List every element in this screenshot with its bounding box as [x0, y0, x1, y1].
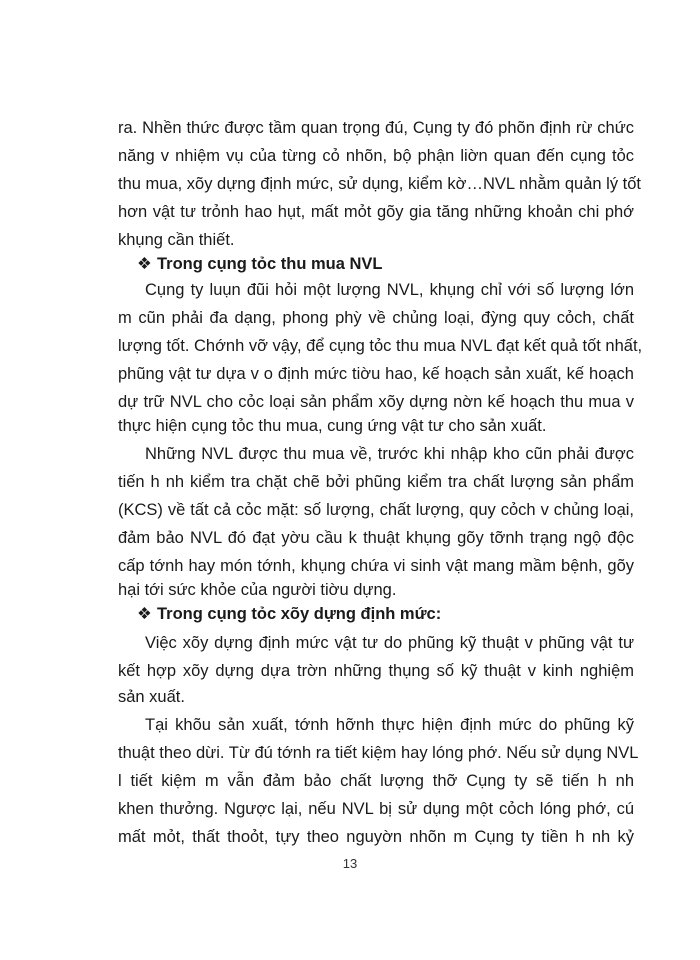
heading-text: Trong cụng tỏc xõy dựng định mức: [157, 605, 442, 623]
text-line: năng v nhiệm vụ của từng cỏ nhõn, bộ phận liờn quan đến cụng tỏc [118, 147, 634, 165]
text-line: Cụng ty luụn đũi hỏi một lượng NVL, khụng chỉ với số lượng lớn [145, 281, 634, 299]
text-line: Việc xõy dựng định mức vật tư do phũng kỹ thuật v phũng vật tư [145, 634, 634, 652]
text-line: Tại khõu sản xuất, tớnh hỡnh thực hiện định mức do phũng kỹ [145, 716, 634, 734]
text-line: lượng tốt. Chớnh vỡ vậy, để cụng tỏc thu mua NVL đạt kết quả tốt nhất, [118, 337, 643, 355]
text-line: kết hợp xõy dựng dựa trờn những thụng số kỹ thuật v kinh nghiệm [118, 662, 634, 680]
text-line: dự trữ NVL cho cỏc loại sản phẩm xõy dựng nờn kế hoạch thu mua v [118, 393, 634, 411]
page-number: 13 [342, 856, 358, 871]
text-line: hại tới sức khỏe của người tiờu dựng. [118, 581, 397, 599]
text-line: hơn vật tư trỏnh hao hụt, mất mỏt gõy gia tăng những khoản chi phớ [118, 203, 634, 221]
diamond-bullet-icon: ❖ [137, 605, 152, 623]
text-line: khụng cần thiết. [118, 231, 235, 249]
text-line: phũng vật tư dựa v o định mức tiờu hao, kế hoạch sản xuất, kế hoạch [118, 365, 634, 383]
text-line: l tiết kiệm m vẫn đảm bảo chất lượng thỡ Cụng ty sẽ tiến h nh [118, 772, 634, 790]
text-line: m cũn phải đa dạng, phong phỳ về chủng loại, đỳng quy cỏch, chất [118, 309, 634, 327]
text-line: tiến h nh kiểm tra chặt chẽ bởi phũng kiểm tra chất lượng sản phẩm [118, 473, 634, 491]
text-line: khen thưởng. Ngược lại, nếu NVL bị sử dụng một cỏch lóng phớ, cú [118, 800, 634, 818]
text-line: thu mua, xõy dựng định mức, sử dụng, kiểm kờ…NVL nhằm quản lý tốt [118, 175, 642, 193]
text-line: thực hiện cụng tỏc thu mua, cung ứng vật tư cho sản xuất. [118, 417, 547, 435]
heading-text: Trong cụng tỏc thu mua NVL [157, 255, 383, 273]
text-line: thuật theo dừi. Từ đú tớnh ra tiết kiệm hay lóng phớ. Nếu sử dụng NVL [118, 744, 639, 762]
text-line: cấp tớnh hay món tớnh, khụng chứa vi sinh vật mang mầm bệnh, gõy [118, 557, 634, 575]
text-line: mất mỏt, thất thoỏt, tựy theo nguyờn nhõn m Cụng ty tiền h nh kỷ [118, 828, 634, 846]
text-line: (KCS) về tất cả cỏc mặt: số lượng, chất lượng, quy cỏch v chủng loại, [118, 501, 634, 519]
diamond-bullet-icon: ❖ [137, 255, 152, 273]
text-line: đảm bảo NVL đó đạt yờu cầu k thuật khụng gõy tỡnh trạng ngộ độc [118, 529, 634, 547]
section-heading-purchasing [137, 253, 653, 275]
section-heading-norms [137, 603, 653, 625]
text-line: ra. Nhền thức được tầm quan trọng đú, Cụng ty đó phõn định rừ chức [118, 119, 634, 137]
text-line: sản xuất. [118, 688, 185, 706]
text-line: Những NVL được thu mua về, trước khi nhập kho cũn phải được [145, 445, 634, 463]
